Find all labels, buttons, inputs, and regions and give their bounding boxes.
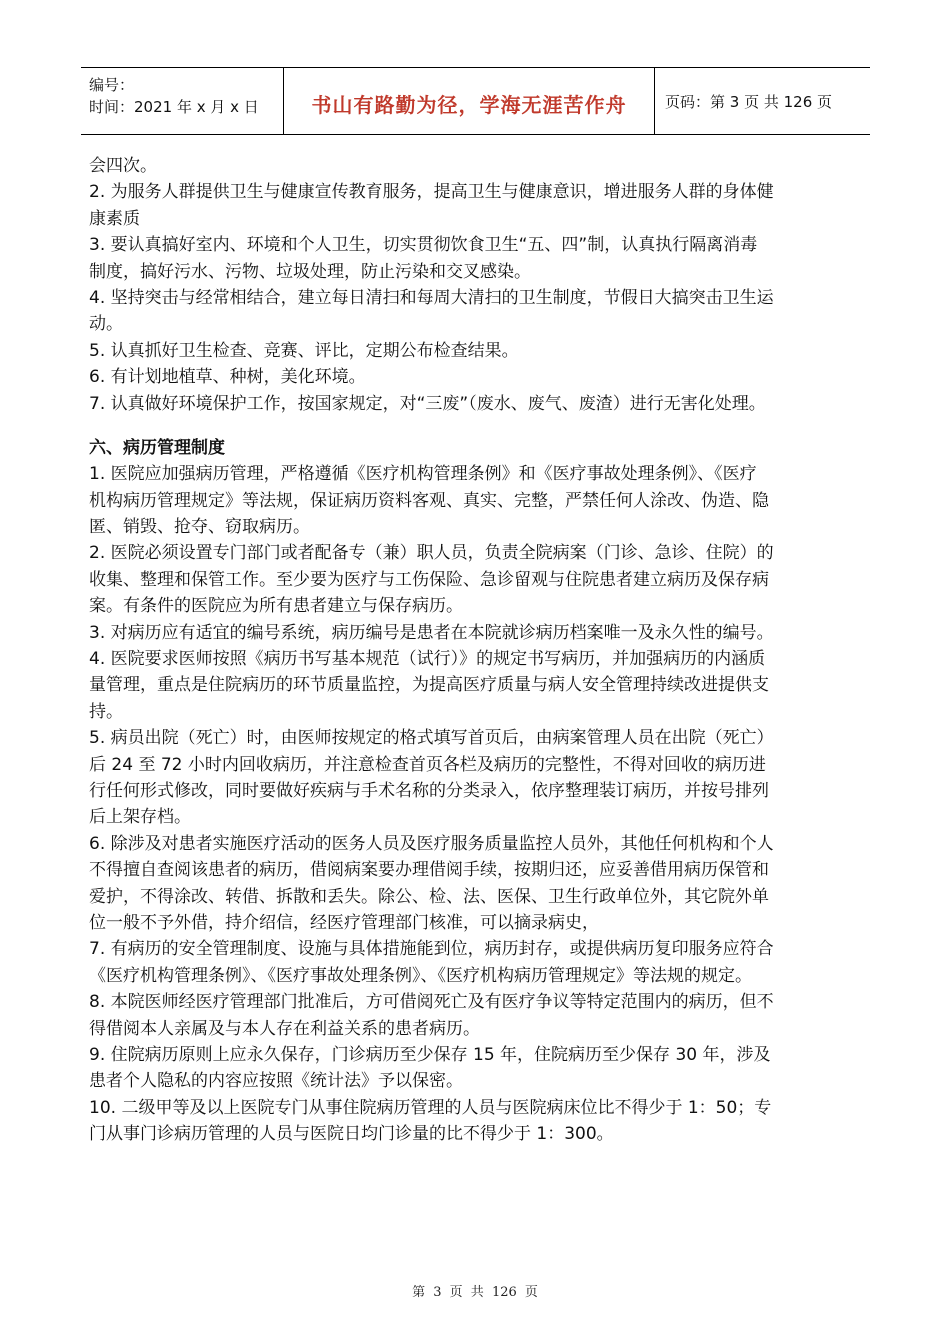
paragraph-line: 患者个人隐私的内容应按照《统计法》予以保密。 <box>89 1071 463 1092</box>
paragraph-line: 不得擅自查阅该患者的病历，借阅病案要办理借阅手续，按期归还，应妥善借用病历保管和 <box>89 860 769 881</box>
paragraph-line: 3. 对病历应有适宜的编号系统，病历编号是患者在本院就诊病历档案唯一及永久性的编号。 <box>89 622 774 643</box>
paragraph-line: 行任何形式修改，同时要做好疾病与手术名称的分类录入，依序整理装订病历，并按号排列 <box>89 780 769 801</box>
paragraph-line: 案。有条件的医院应为所有患者建立与保存病历。 <box>89 596 463 617</box>
paragraph-line: 会四次。 <box>89 156 157 176</box>
page-header <box>81 67 870 135</box>
header-page-cell <box>655 68 870 134</box>
paragraph-line: 收集、整理和保管工作。至少要为医疗与工伤保险、急诊留观与住院患者建立病历及保存病 <box>89 569 769 590</box>
section-heading: 六、病历管理制度 <box>89 437 225 458</box>
paragraph-line: 2. 医院必须设置专门部门或者配备专（兼）职人员，负责全院病案（门诊、急诊、住院）的 <box>89 543 774 564</box>
header-meta <box>81 68 284 134</box>
paragraph-line: 位一般不予外借，持介绍信，经医疗管理部门核准，可以摘录病史， <box>89 912 599 933</box>
paragraph-line: 6. 有计划地植草、种树，美化环境。 <box>89 367 366 388</box>
paragraph-line: 1. 医院应加强病历管理，严格遵循《医疗机构管理条例》和《医疗事故处理条例》、《医疗 <box>89 464 757 485</box>
header-motto-cell <box>284 68 655 134</box>
footer-total-pages: 126 <box>491 1285 517 1300</box>
header-page-label: 页码：第 3 页 共 126 页 <box>665 92 833 111</box>
document-number-label: 编号： <box>89 76 135 94</box>
paragraph-line: 7. 有病历的安全管理制度、设施与具体措施能到位，病历封存，或提供病历复印服务应符合 <box>89 939 774 960</box>
paragraph-line: 持。 <box>89 701 123 722</box>
footer-ye-end: 页 <box>524 1285 538 1300</box>
section-six-body <box>89 461 874 1147</box>
paragraph-line: 康素质 <box>89 208 140 229</box>
paragraph-line: 后上架存档。 <box>89 807 191 828</box>
page-footer <box>0 1281 950 1300</box>
paragraph-line: 7. 认真做好环境保护工作，按国家规定，对“三废”（废水、废气、废渣）进行无害化处理。 <box>89 393 766 414</box>
paragraph-line: 机构病历管理规定》等法规，保证病历资料客观、真实、完整，严禁任何人涂改、伪造、隐 <box>89 490 769 511</box>
paragraph-line: 5. 病员出院（死亡）时，由医师按规定的格式填写首页后，由病案管理人员在出院（死亡） <box>89 728 774 749</box>
document-date-label: 时间：2021 年 x 月 x 日 <box>89 98 259 116</box>
paragraph-line: 门从事门诊病历管理的人员与医院日均门诊量的比不得少于 1：300。 <box>89 1124 614 1145</box>
paragraph-line: 4. 坚持突击与经常相结合，建立每日清扫和每周大清扫的卫生制度，节假日大搞突击卫生运 <box>89 287 774 308</box>
header-motto: 书山有路勤为径，学海无涯苦作舟 <box>311 92 627 117</box>
paragraph-line: 10. 二级甲等及以上医院专门从事住院病历管理的人员与医院病床位比不得少于 1：50；专 <box>89 1097 772 1118</box>
paragraph-line: 5. 认真抓好卫生检查、竞赛、评比，定期公布检查结果。 <box>89 340 519 361</box>
footer-ye: 页 <box>449 1285 463 1300</box>
paragraph-line: 动。 <box>89 314 123 335</box>
paragraph-line: 3. 要认真搞好室内、环境和个人卫生，切实贯彻饮食卫生“五、四”制，认真执行隔离消毒 <box>89 235 758 256</box>
paragraph-line: 8. 本院医师经医疗管理部门批准后，方可借阅死亡及有医疗争议等特定范围内的病历，但不 <box>89 992 774 1013</box>
paragraph-line: 《医疗机构管理条例》、《医疗事故处理条例》、《医疗机构病历管理规定》等法规的规定。 <box>89 965 752 986</box>
paragraph-line: 得借阅本人亲属及与本人存在利益关系的患者病历。 <box>89 1018 480 1039</box>
paragraph-line: 制度，搞好污水、污物、垃圾处理，防止污染和交叉感染。 <box>89 261 531 282</box>
footer-gong: 共 <box>470 1285 484 1300</box>
paragraph-line: 量管理，重点是住院病历的环节质量监控，为提高医疗质量与病人安全管理持续改进提供支 <box>89 675 769 696</box>
document-body <box>89 153 874 1147</box>
footer-page-number: 3 <box>433 1285 442 1300</box>
paragraph-line: 4. 医院要求医师按照《病历书写基本规范（试行）》的规定书写病历，并加强病历的内涵质 <box>89 649 766 670</box>
paragraph-line: 9. 住院病历原则上应永久保存，门诊病历至少保存 15 年，住院病历至少保存 30 年，涉及 <box>89 1044 771 1065</box>
section-five-continued <box>89 153 874 417</box>
paragraph-line: 2. 为服务人群提供卫生与健康宣传教育服务，提高卫生与健康意识，增进服务人群的身体健 <box>89 182 774 203</box>
paragraph-line: 后 24 至 72 小时内回收病历，并注意检查首页各栏及病历的完整性，不得对回收的病历进 <box>89 754 766 775</box>
paragraph-line: 匿、销毁、抢夺、窃取病历。 <box>89 517 310 538</box>
paragraph-line: 6. 除涉及对患者实施医疗活动的医务人员及医疗服务质量监控人员外，其他任何机构和个人 <box>89 833 774 854</box>
paragraph-line: 爱护，不得涂改、转借、拆散和丢失。除公、检、法、医保、卫生行政单位外，其它院外单 <box>89 886 769 907</box>
footer-di: 第 <box>412 1285 426 1300</box>
